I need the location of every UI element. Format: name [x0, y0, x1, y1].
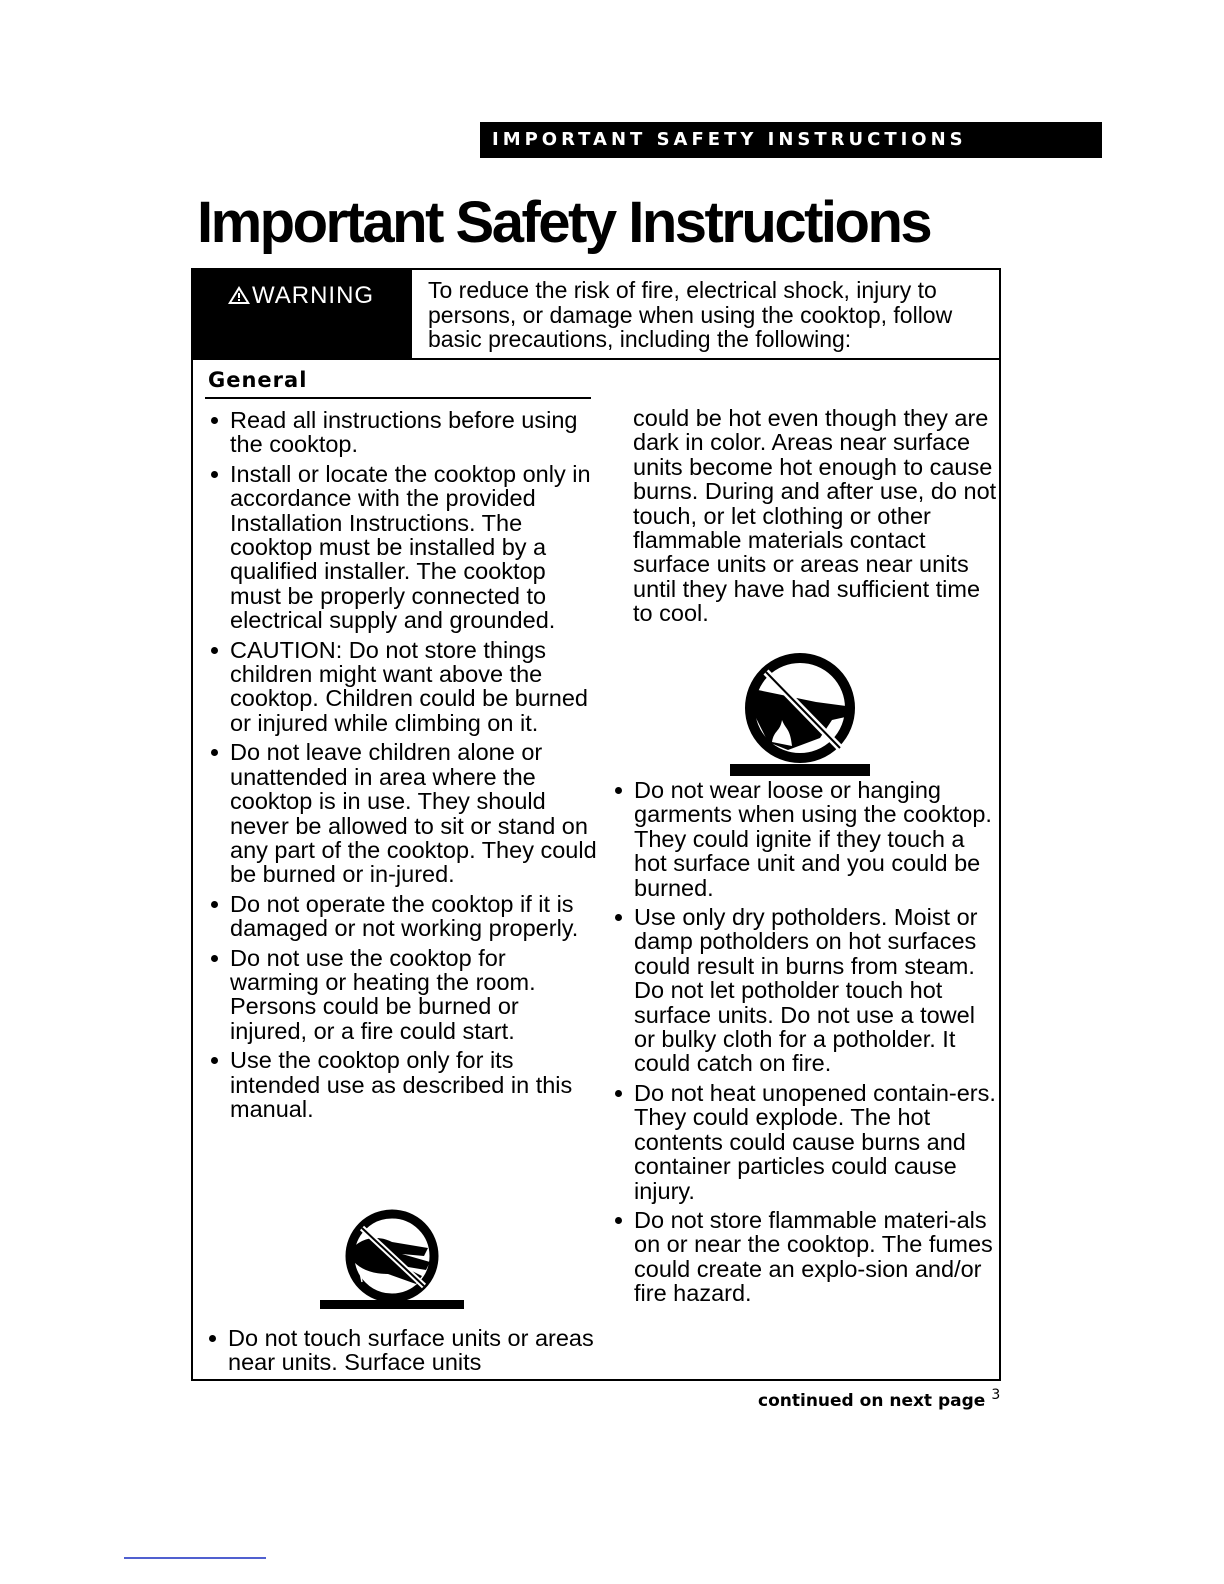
- page-title: Important Safety Instructions: [197, 190, 931, 255]
- section-rule: [205, 397, 591, 399]
- list-item: Use only dry potholders. Moist or damp potholders on hot surfaces could result in burns from steam. Do not let potholder touch hot surface units. Do not use a towel or bulky cloth for a potholder. It could catch on fire.: [614, 905, 998, 1076]
- warning-triangle-icon: [227, 285, 251, 305]
- no-loose-clothing-icon: [728, 650, 874, 778]
- continuation-text: could be hot even though they are dark in color. Areas near surface units become hot enough to cause burns. During and after use, do not touch, or let clothing or other flammable materials contact surface units or areas near units until they have had sufficient time to cool.: [633, 405, 997, 627]
- list-item: Use the cooktop only for its intended use as described in this manual.: [210, 1048, 598, 1121]
- list-item: Do not leave children alone or unattended in area where the cooktop is in use. They should never be allowed to sit or stand on any part of the cooktop. They could be burned or in-jured.: [210, 740, 598, 886]
- list-item: Do not store flammable materi-als on or near the cooktop. The fumes could create an explo-sion and/or fire hazard.: [614, 1208, 998, 1306]
- left-column-list: [210, 408, 598, 1126]
- warning-label-text: WARNING: [252, 282, 375, 309]
- page-number: 3: [991, 1387, 1001, 1403]
- list-item: Do not heat unopened contain-ers. They could explode. The hot contents could cause burns and container particles could cause injury.: [614, 1081, 998, 1203]
- warning-divider: [193, 358, 999, 360]
- continued-note: continued on next page: [758, 1391, 986, 1411]
- section-header-bar: IMPORTANT SAFETY INSTRUCTIONS: [480, 122, 1102, 158]
- list-item: Do not use the cooktop for warming or heating the room. Persons could be burned or injured, or a fire could start.: [210, 946, 598, 1044]
- page-footer: [758, 1387, 1000, 1411]
- warning-text: To reduce the risk of fire, electrical shock, injury to persons, or damage when using the cooktop, follow basic precautions, including the following:: [428, 277, 953, 352]
- list-item: Do not touch surface units or areas near units. Surface units: [208, 1326, 596, 1375]
- scan-artifact-line: [124, 1557, 266, 1559]
- list-item: Do not operate the cooktop if it is damaged or not working properly.: [210, 892, 598, 941]
- right-column-list: [614, 778, 998, 1311]
- left-column-bottom-list: [208, 1326, 596, 1380]
- list-item: Do not wear loose or hanging garments when using the cooktop. They could ignite if they touch a hot surface unit and you could be burned.: [614, 778, 998, 900]
- right-column-continuation: [633, 406, 999, 631]
- list-item: Install or locate the cooktop only in accordance with the provided Installation Instructions. The cooktop must be installed by a qualified installer. The cooktop must be properly connected to electrical supply and grounded.: [210, 462, 598, 633]
- list-item: Read all instructions before using the cooktop.: [210, 408, 598, 457]
- no-touch-hot-surface-icon: [318, 1208, 466, 1316]
- section-heading-general: General: [208, 368, 308, 392]
- list-item: CAUTION: Do not store things children might want above the cooktop. Children could be burned or injured while climbing on it.: [210, 638, 598, 736]
- warning-label: [193, 270, 412, 358]
